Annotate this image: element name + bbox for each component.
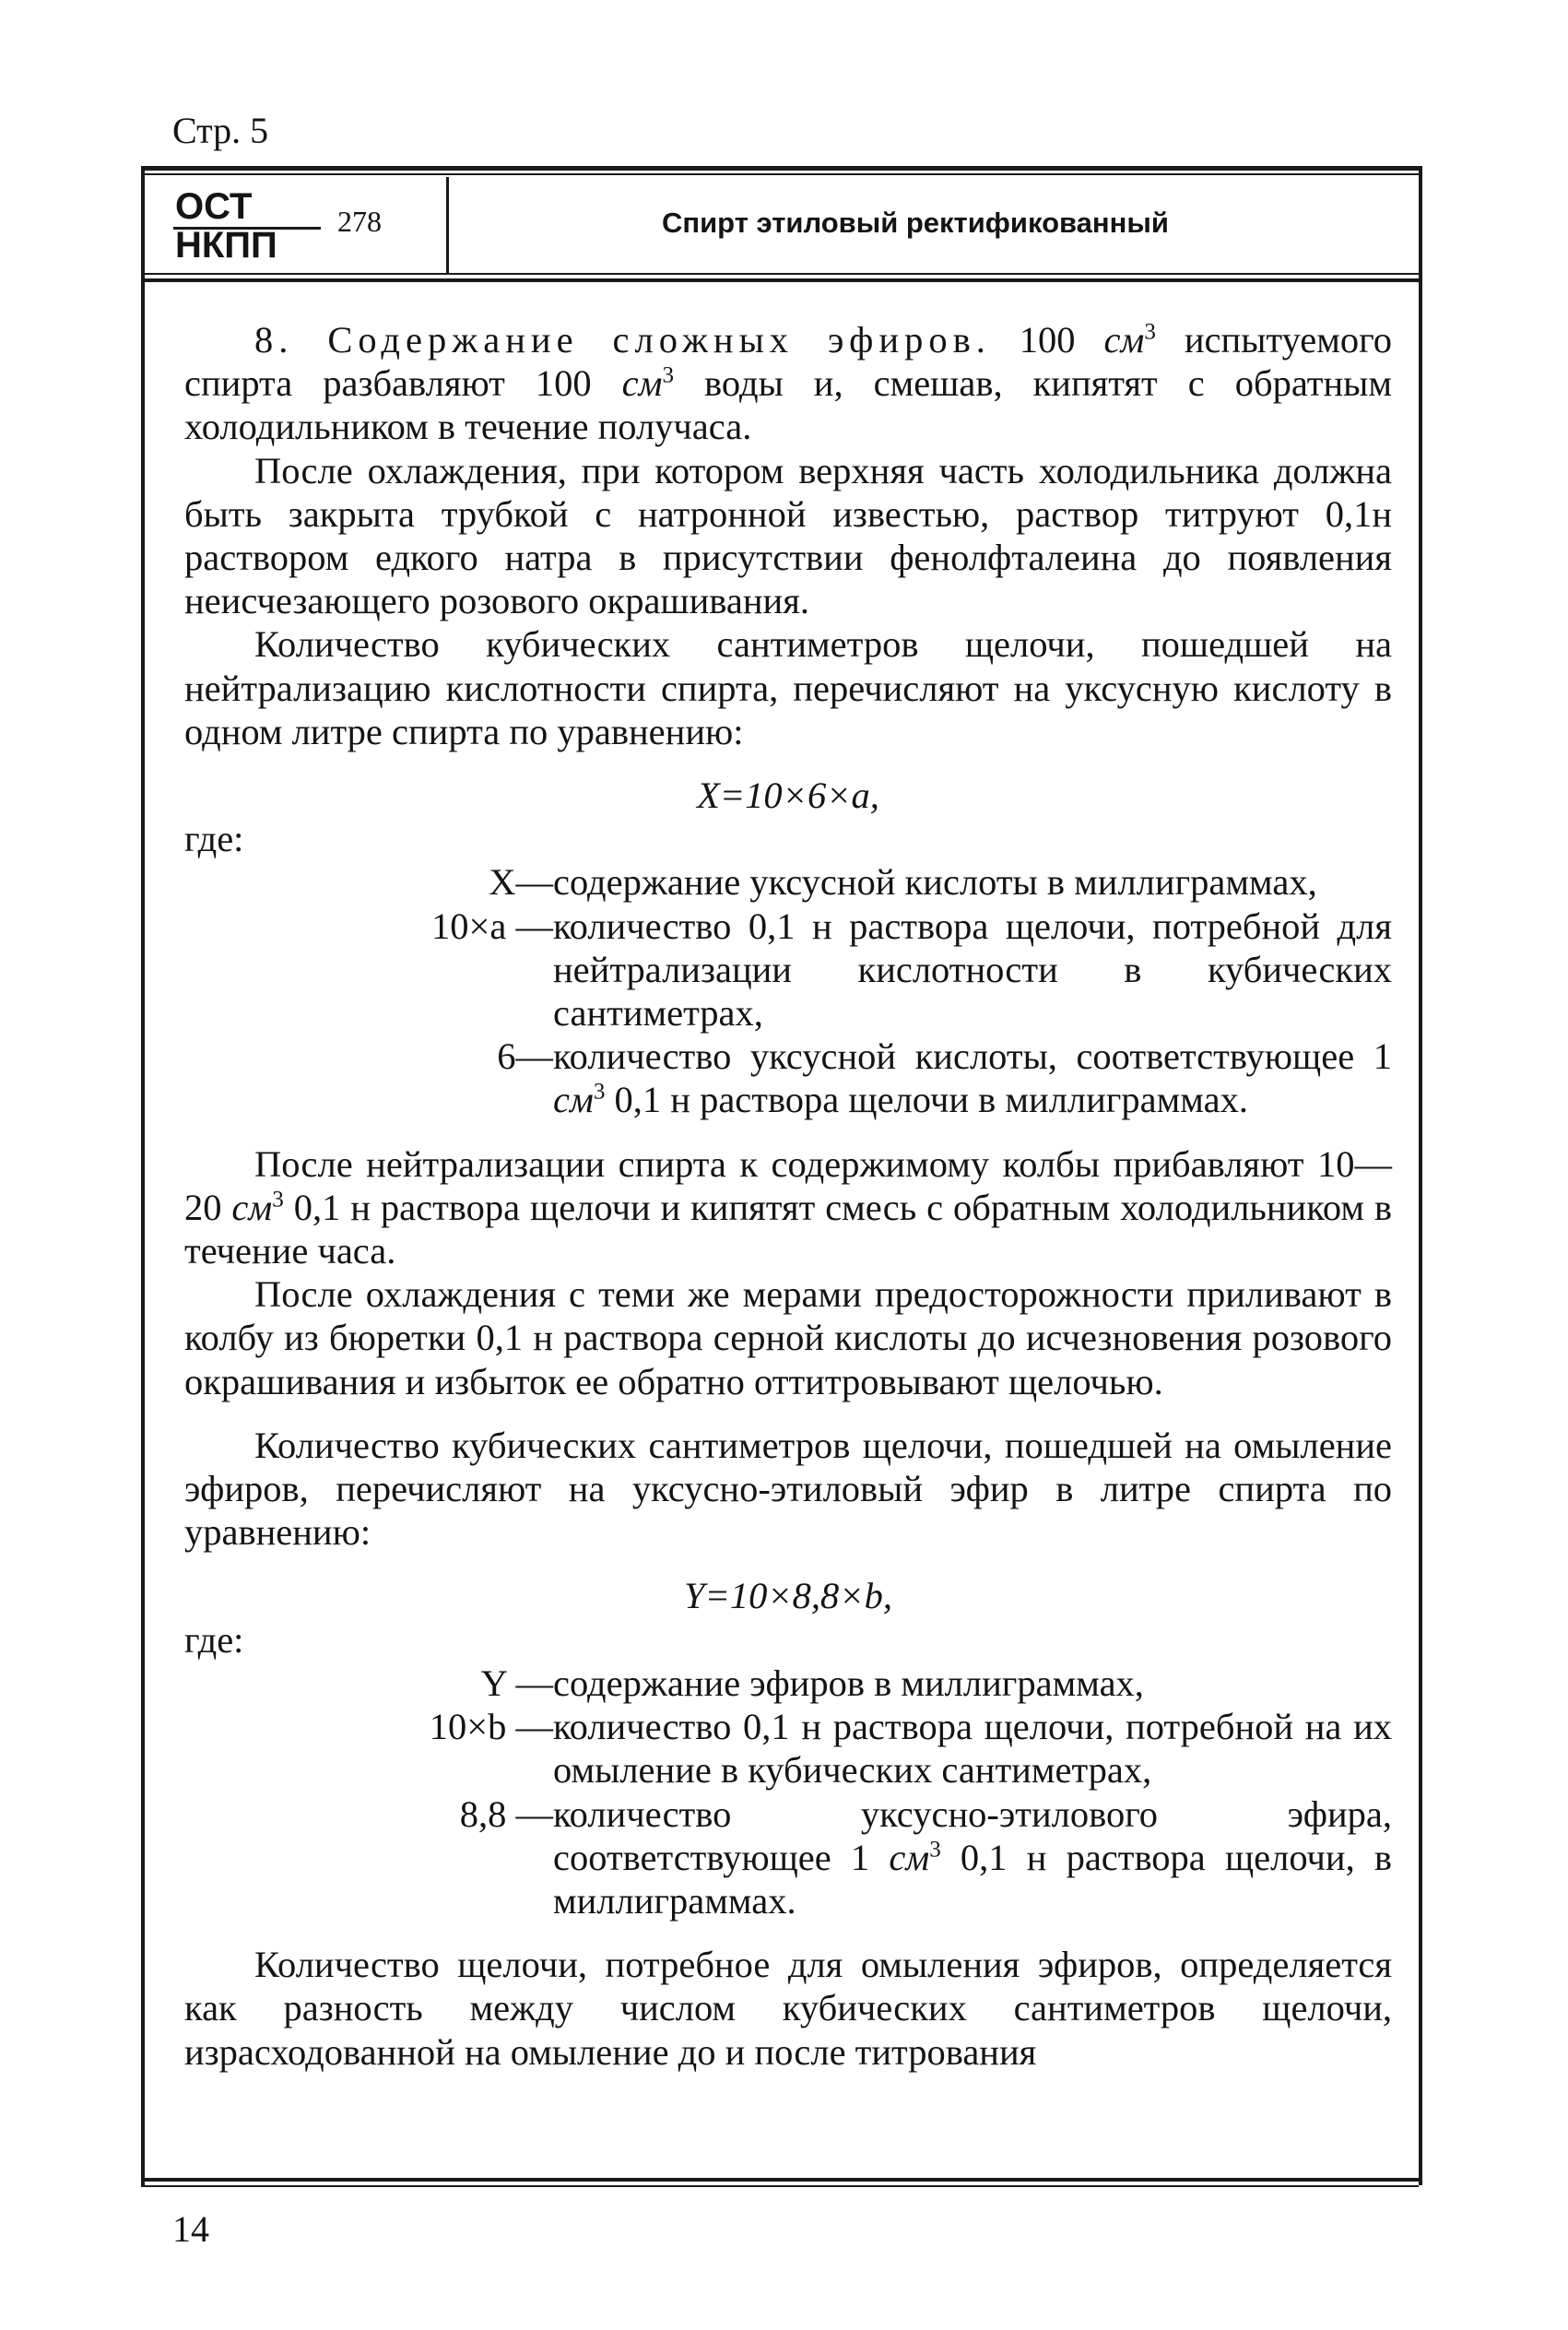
paragraph-back-titration: После охлаждения с теми же мерами предосторожности приливают в колбу из бюретки 0,1 н раствора серной кислоты до исчезновения розового окрашивания и избыток ее обратно оттитровывают щелочью. xyxy=(184,1273,1392,1402)
page-number: 14 xyxy=(172,2208,209,2250)
paragraph-acidity: Количество кубических сантиметров щелочи, пошедшей на нейтрализацию кислотности спирта, перечисляют на уксусную кислоту в одном литре спирта по уравнению: xyxy=(184,623,1392,752)
paragraph-alkali-amount: Количество щелочи, потребное для омыления эфиров, определяется как разность между числом кубических сантиметров щелочи, израсходованной на омыление до и после титрования xyxy=(184,1944,1392,2073)
definition-10b: 10×b — количество 0,1 н раствора щелочи, потребной на их омыление в кубических сантиметрах, xyxy=(429,1706,1392,1792)
where-label: где: xyxy=(184,818,244,860)
definition-6: 6— количество уксусной кислоты, соответствующее 1 $см^3$ 0,1 н раствора щелочи в миллиграммах. xyxy=(497,1035,1392,1121)
paragraph-titration: После охлаждения, при котором верхняя часть холодильника должна быть закрыта трубкой с натронной известью, раствор титруют 0,1н раствором едкого натра в присутствии фенолфталеина до появления неисчезающего розового окрашивания. xyxy=(184,449,1392,622)
formula-x: X=10×6×a, xyxy=(697,775,879,817)
document-body xyxy=(184,318,1392,2074)
definition-x: X— содержание уксусной кислоты в миллиграммах, xyxy=(489,861,1317,904)
definition-y: Y — содержание эфиров в миллиграммах, xyxy=(480,1662,1144,1704)
section-heading: 8. Содержание сложных эфиров. xyxy=(254,319,991,361)
definition-10a: 10×a — количество 0,1 н раствора щелочи, потребной для нейтрализации кислотности в кубических сантиметрах, xyxy=(431,905,1392,1035)
header-rule-thin xyxy=(141,173,1419,175)
where-label-2: где: xyxy=(184,1618,244,1661)
page-label: Стр. 5 xyxy=(172,110,269,151)
standard-number: 278 xyxy=(337,205,382,238)
paragraph-saponification: Количество кубических сантиметров щелочи, пошедшей на омыление эфиров, перечисляют на уксусно-этиловый эфир в литре спирта по уравнению: xyxy=(184,1424,1392,1554)
document-title: Спирт этиловый ректификованный xyxy=(662,207,1169,239)
header-bottom-rule-thin xyxy=(141,273,1419,275)
definition-8-8: 8,8 — количество уксусно-этилового эфира, соответствующее 1 $см^3$ 0,1 н раствора щелочи, в миллиграммах. xyxy=(459,1792,1392,1922)
header-bottom-rule xyxy=(141,278,1419,282)
paragraph-neutralization: После нейтрализации спирта к содержимому колбы прибавляют 10—20 $см^3$ 0,1 н раствора щелочи и кипятят смесь с обратным холодильником в течение часа. xyxy=(184,1142,1392,1272)
header-divider xyxy=(446,177,449,273)
standard-code-top: ОСТ xyxy=(175,186,253,227)
formula-y: Y=10×8,8×b, xyxy=(683,1575,892,1617)
standard-code-bottom: НКПП xyxy=(175,225,277,266)
footer-rule xyxy=(141,2178,1419,2182)
footer-rule-thin xyxy=(141,2185,1419,2187)
header-rule xyxy=(141,166,1419,171)
paragraph-esters: 8. Содержание сложных эфиров. 100 $см^3$ испытуемого спирта разбавляют 100 $см^3$ воды и, смешав, кипятят с обратным холодильником в течение получаса. xyxy=(184,319,1393,448)
